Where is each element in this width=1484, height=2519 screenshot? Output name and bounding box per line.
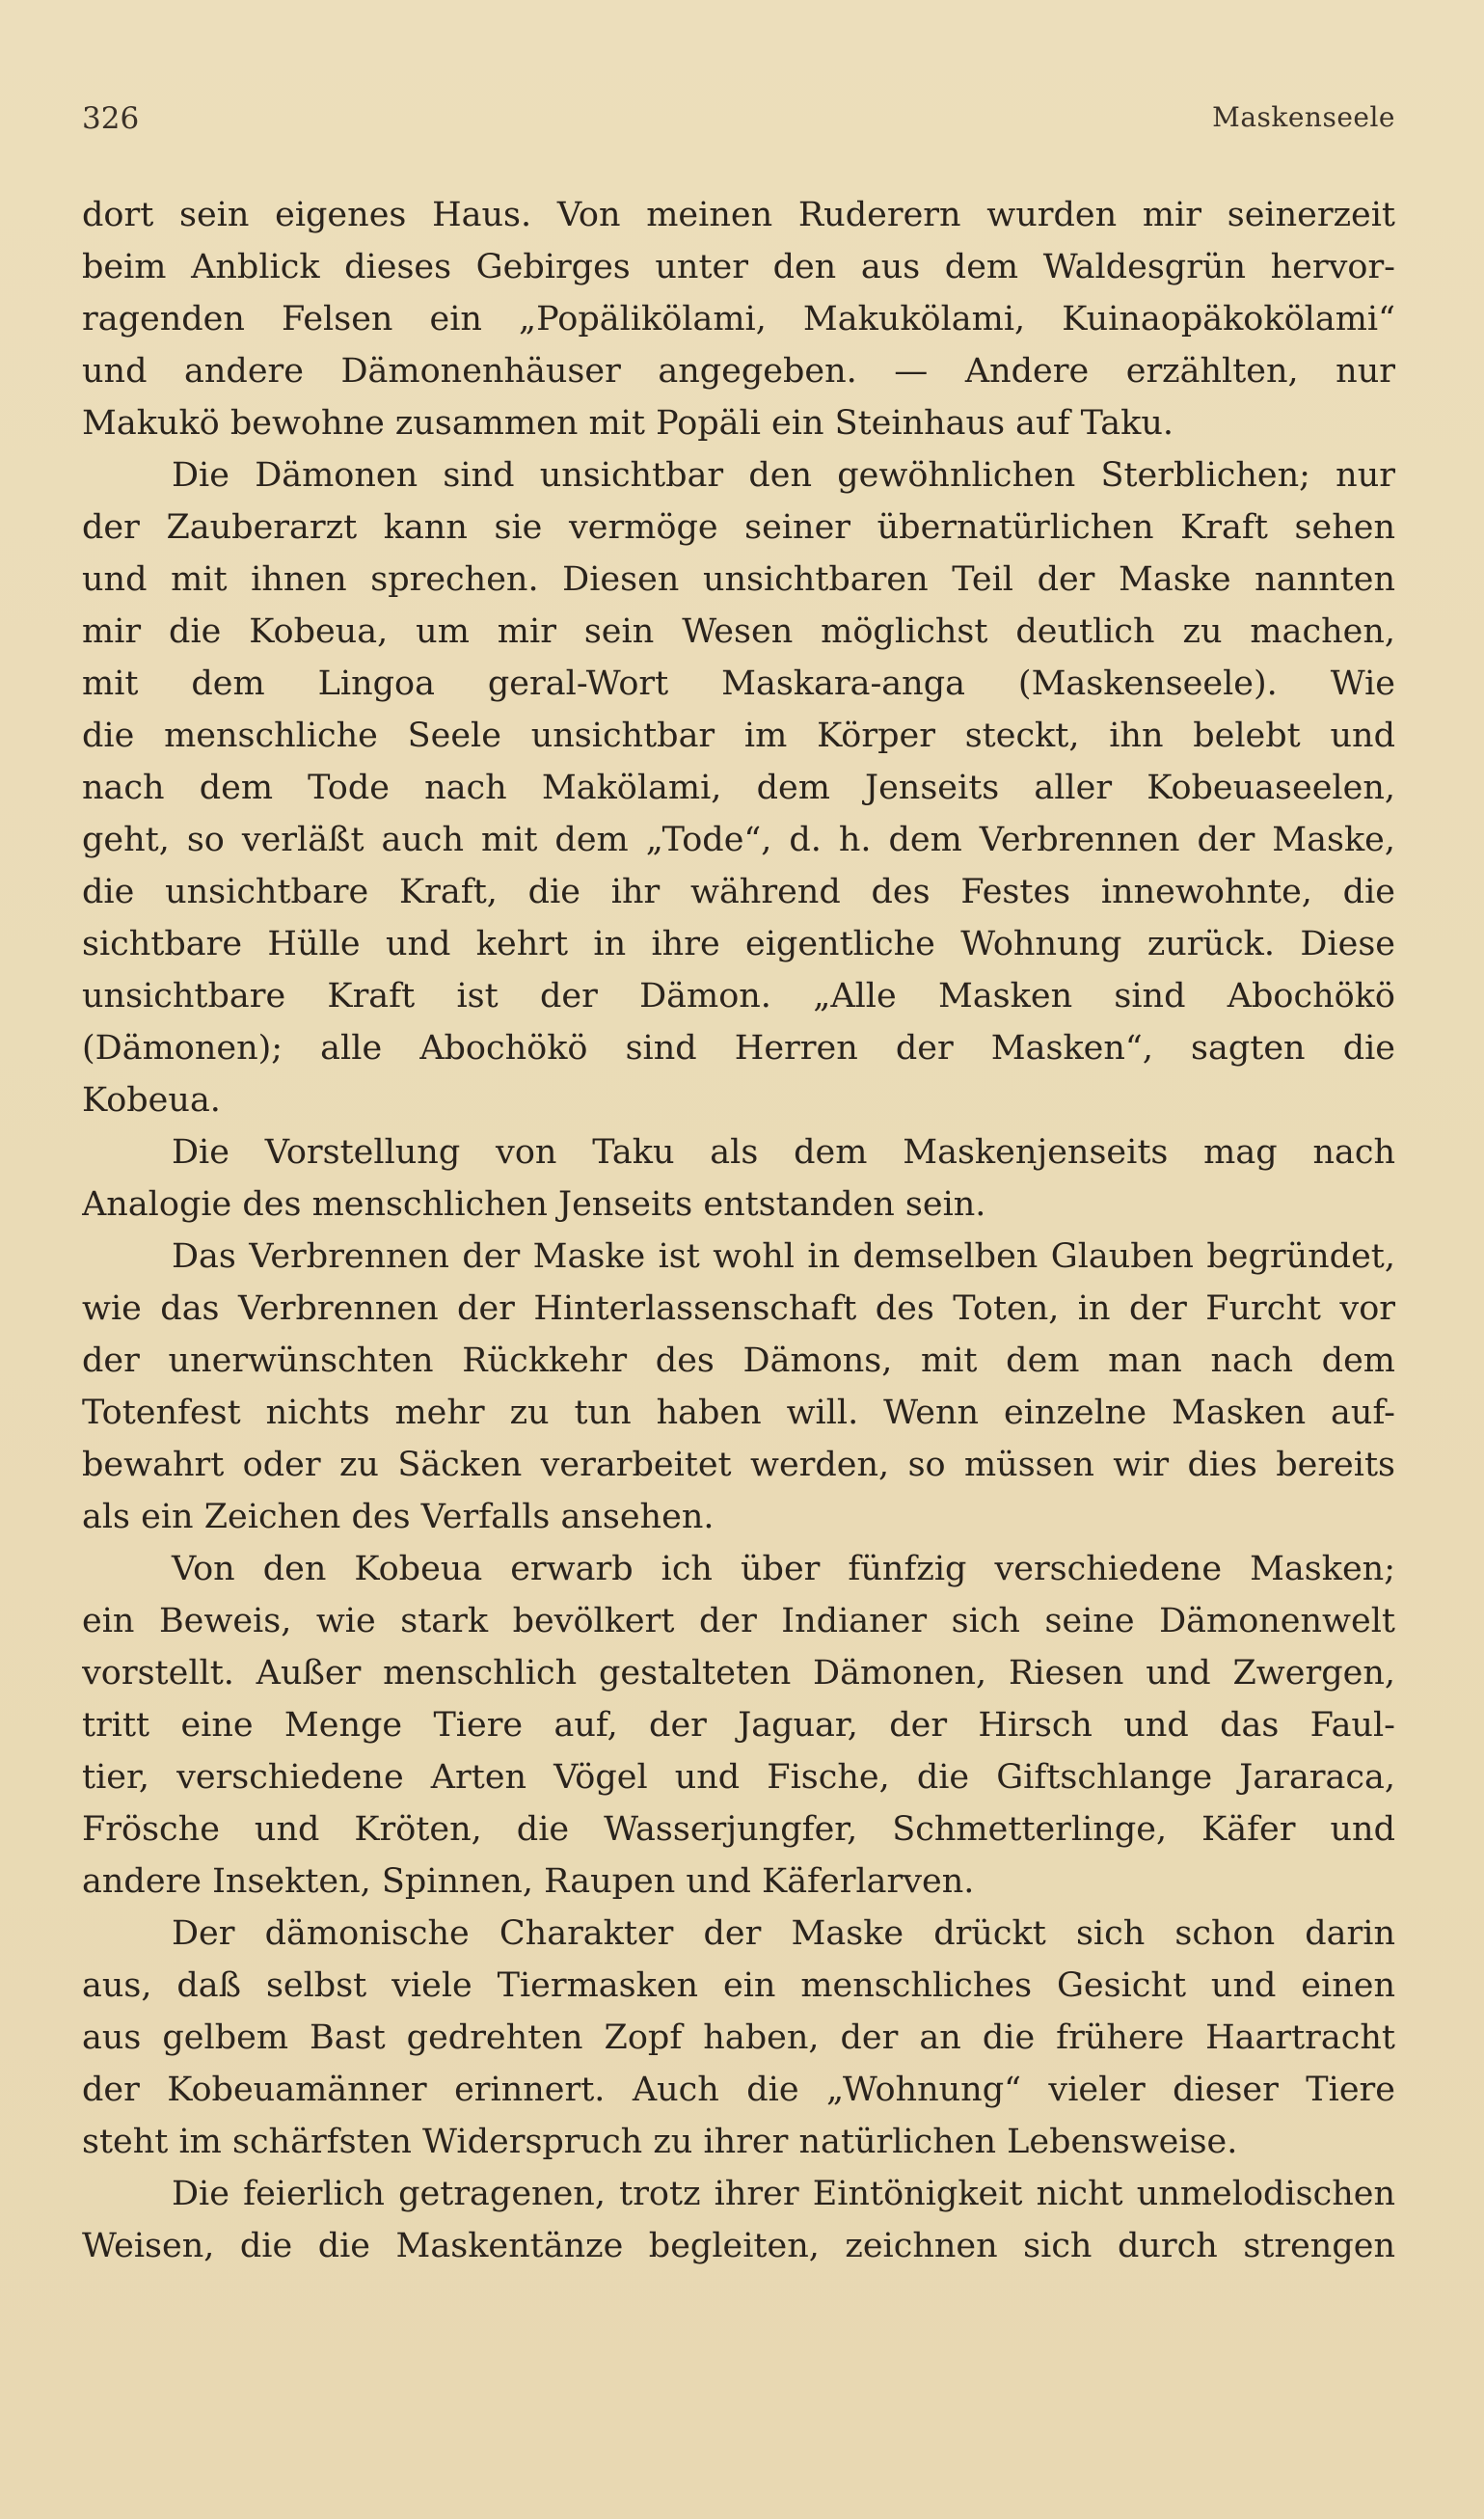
page-header xyxy=(82,101,1395,149)
text-line: tritt eine Menge Tiere auf, der Jaguar, der Hirsch und das Faul- xyxy=(82,1706,1395,1745)
text-line: Die Dämonen sind unsichtbar den gewöhnlichen Sterblichen; nur xyxy=(172,456,1395,495)
text-line: beim Anblick dieses Gebirges unter den aus dem Waldesgrün hervor- xyxy=(82,248,1395,286)
text-line: Der dämonische Charakter der Maske drückt sich schon darin xyxy=(172,1914,1395,1953)
text-line: vorstellt. Außer menschlich gestalteten Dämonen, Riesen und Zwergen, xyxy=(82,1654,1395,1693)
text-line: sichtbare Hülle und kehrt in ihre eigentliche Wohnung zurück. Diese xyxy=(82,925,1395,963)
text-line: Das Verbrennen der Maske ist wohl in demselben Glauben begründet, xyxy=(172,1237,1395,1276)
running-title: Maskenseele xyxy=(1212,101,1395,133)
text-line: Die Vorstellung von Taku als dem Maskenjenseits mag nach xyxy=(172,1133,1395,1172)
text-line: bewahrt oder zu Säcken verarbeitet werden, so müssen wir dies bereits xyxy=(82,1446,1395,1484)
text-line: aus gelbem Bast gedrehten Zopf haben, der an die frühere Haartracht xyxy=(82,2018,1395,2057)
text-line: Frösche und Kröten, die Wasserjungfer, Schmetterlinge, Käfer und xyxy=(82,1810,1395,1849)
text-line: andere Insekten, Spinnen, Raupen und Käferlarven. xyxy=(82,1862,975,1901)
text-line: Makukö bewohne zusammen mit Popäli ein Steinhaus auf Taku. xyxy=(82,404,1174,443)
text-line: die unsichtbare Kraft, die ihr während des Festes innewohnte, die xyxy=(82,873,1395,911)
text-line: Weisen, die die Maskentänze begleiten, zeichnen sich durch strengen xyxy=(82,2227,1395,2265)
body-text xyxy=(82,189,1395,2272)
text-line: (Dämonen); alle Abochökö sind Herren der Masken“, sagten die xyxy=(82,1029,1395,1068)
text-line: steht im schärfsten Widerspruch zu ihrer natürlichen Lebensweise. xyxy=(82,2123,1238,2161)
text-line: dort sein eigenes Haus. Von meinen Ruderern wurden mir seinerzeit xyxy=(82,196,1395,234)
text-line: der Zauberarzt kann sie vermöge seiner übernatürlichen Kraft sehen xyxy=(82,508,1395,547)
text-line: unsichtbare Kraft ist der Dämon. „Alle Masken sind Abochökö xyxy=(82,977,1395,1016)
text-line: der Kobeuamänner erinnert. Auch die „Wohnung“ vieler dieser Tiere xyxy=(82,2071,1395,2109)
text-line: geht, so verläßt auch mit dem „Tode“, d. h. dem Verbrennen der Maske, xyxy=(82,821,1395,859)
text-line: und mit ihnen sprechen. Diesen unsichtbaren Teil der Maske nannten xyxy=(82,560,1395,599)
text-line: tier, verschiedene Arten Vögel und Fische, die Giftschlange Jararaca, xyxy=(82,1758,1395,1797)
text-line: Totenfest nichts mehr zu tun haben will. Wenn einzelne Masken auf- xyxy=(82,1394,1395,1432)
text-line: Die feierlich getragenen, trotz ihrer Eintönigkeit nicht unmelodischen xyxy=(172,2175,1395,2213)
text-line: Kobeua. xyxy=(82,1081,221,1120)
text-line: ragenden Felsen ein „Popälikölami, Makukölami, Kuinaopäkokölami“ xyxy=(82,300,1395,339)
text-line: ein Beweis, wie stark bevölkert der Indianer sich seine Dämonenwelt xyxy=(82,1602,1395,1640)
text-line: aus, daß selbst viele Tiermasken ein menschliches Gesicht und einen xyxy=(82,1966,1395,2005)
text-line: die menschliche Seele unsichtbar im Körper steckt, ihn belebt und xyxy=(82,717,1395,755)
text-line: und andere Dämonenhäuser angegeben. — Andere erzählten, nur xyxy=(82,352,1395,391)
text-line: wie das Verbrennen der Hinterlassenschaft des Toten, in der Furcht vor xyxy=(82,1289,1395,1328)
text-line: Analogie des menschlichen Jenseits entstanden sein. xyxy=(82,1185,986,1224)
text-line: der unerwünschten Rückkehr des Dämons, mit dem man nach dem xyxy=(82,1341,1395,1380)
text-line: mit dem Lingoa geral-Wort Maskara-anga (Maskenseele). Wie xyxy=(82,664,1395,703)
text-line: als ein Zeichen des Verfalls ansehen. xyxy=(82,1498,715,1536)
text-line: nach dem Tode nach Makölami, dem Jenseits aller Kobeuaseelen, xyxy=(82,769,1395,807)
text-line: mir die Kobeua, um mir sein Wesen möglichst deutlich zu machen, xyxy=(82,612,1395,651)
page-number: 326 xyxy=(82,101,140,136)
text-line: Von den Kobeua erwarb ich über fünfzig verschiedene Masken; xyxy=(172,1550,1395,1588)
